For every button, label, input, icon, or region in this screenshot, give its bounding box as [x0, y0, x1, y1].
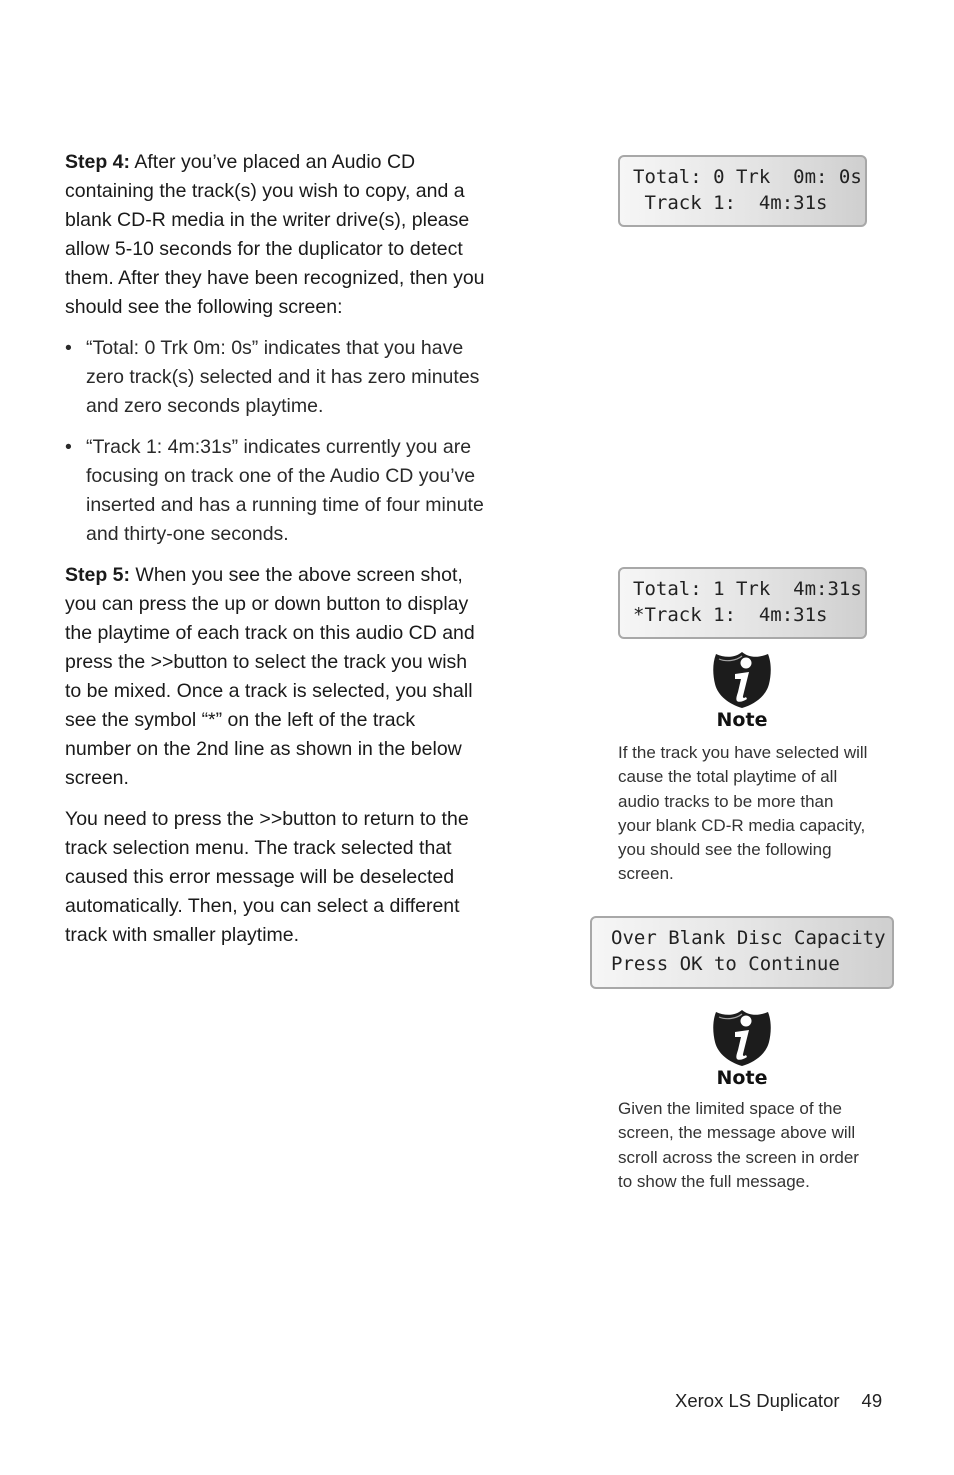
- lcd-line-1: Over Blank Disc Capacity: [611, 927, 886, 949]
- bullet-text: “Track 1: 4m:31s” indicates currently you are focusing on track one of the Audio CD you’ve inserted and has a running time of four minute and thirty-one seconds.: [86, 436, 484, 545]
- list-item: [65, 433, 485, 549]
- note-1: [710, 650, 774, 730]
- lcd-screen-initial: [618, 155, 867, 227]
- list-item: [65, 334, 485, 421]
- note-1-text: If the track you have selected will cause the total playtime of all audio tracks to be more than your blank CD-R media capacity, you should see the following screen.: [618, 743, 868, 884]
- bullet-icon: •: [65, 436, 72, 458]
- info-shield-icon: [711, 1008, 773, 1068]
- note-2: [710, 1008, 774, 1088]
- step-5-label: Step 5:: [65, 564, 131, 586]
- note-2-text: Given the limited space of the screen, the message above will scroll across the screen in order to show the full message.: [618, 1099, 859, 1191]
- footer-title: Xerox LS Duplicator: [675, 1390, 840, 1411]
- bullet-text: “Total: 0 Trk 0m: 0s” indicates that you have zero track(s) selected and it has zero minutes and zero seconds playtime.: [86, 337, 480, 417]
- main-column: [65, 148, 485, 962]
- step-4-text: After you’ve placed an Audio CD containing the track(s) you wish to copy, and a blank CD-R media in the writer drive(s), please allow 5-10 seconds for the duplicator to detect them. After they have been recognized, then you should see the following screen:: [65, 151, 485, 318]
- lcd-line-2: *Track 1: 4m:31s: [633, 604, 828, 626]
- lcd-line-1: Total: 1 Trk 4m:31s: [633, 578, 862, 600]
- step-5-text: When you see the above screen shot, you can press the up or down button to display the playtime of each track on this audio CD and press the >>button to select the track you wish to be mixed. Once a track is selected, you shall see the symbol “*” on the left of the track number on the 2nd line as shown in the below screen.: [65, 564, 475, 789]
- bullet-icon: •: [65, 337, 72, 359]
- info-shield-icon: [711, 650, 773, 710]
- bullet-list: [65, 334, 485, 549]
- page-number: 49: [861, 1390, 883, 1411]
- lcd-screen-track-selected: [618, 567, 867, 639]
- lcd-screen-over-capacity: [590, 916, 894, 989]
- lcd-line-2: Press OK to Continue: [611, 953, 840, 975]
- lcd-line-2: Track 1: 4m:31s: [633, 192, 828, 214]
- note-label: Note: [716, 1067, 768, 1089]
- error-return-paragraph: You need to press the >>button to return to the track selection menu. The track selected that caused this error message will be deselected automatically. Then, you can select a different track with smaller playtime.: [65, 808, 469, 946]
- step-4-label: Step 4:: [65, 151, 131, 173]
- step-4-paragraph: [65, 148, 485, 322]
- step-5-paragraph: [65, 561, 485, 793]
- page-footer: [675, 1388, 882, 1414]
- note-label: Note: [716, 709, 768, 731]
- lcd-line-1: Total: 0 Trk 0m: 0s: [633, 166, 862, 188]
